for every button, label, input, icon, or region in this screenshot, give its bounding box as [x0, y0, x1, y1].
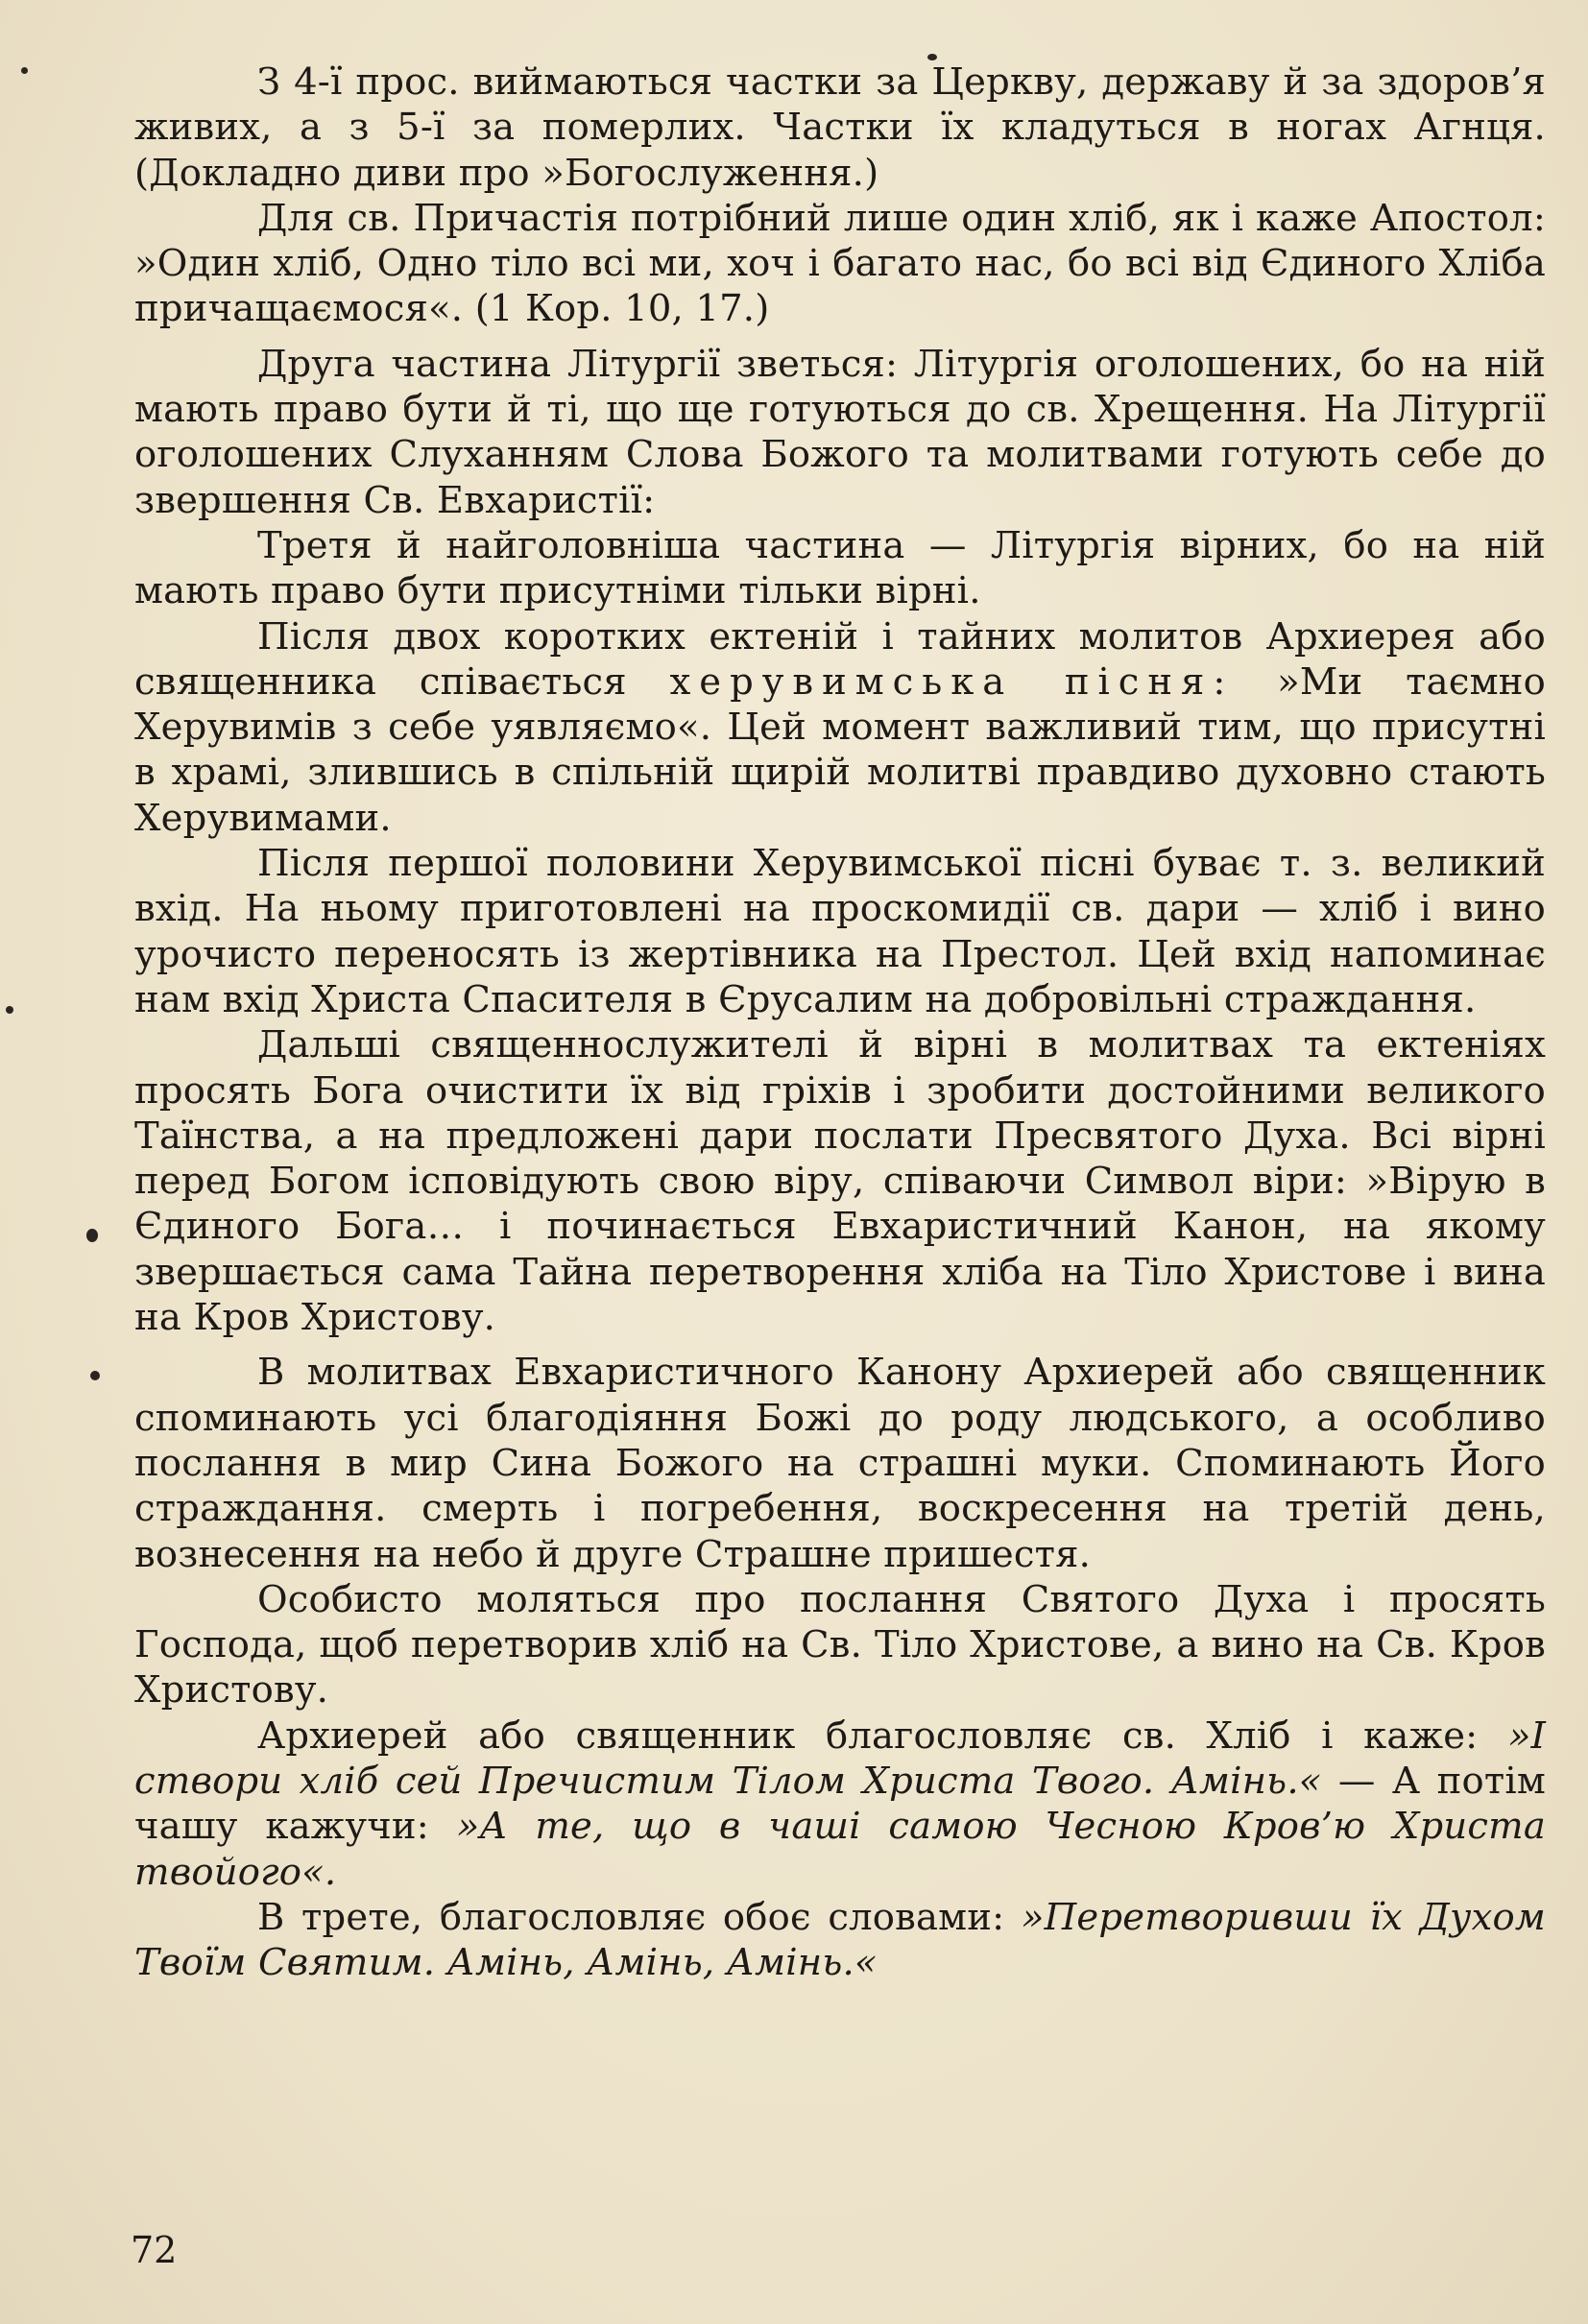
- page-number: 72: [131, 2229, 178, 2271]
- paragraph-5-rest: »Ми таємно Херувимів з себе уявляємо«. Цей момент важливий тим, що присутні в храмі, злившись в спільній щирій молитві правдиво духовно стають Херувимами.: [134, 659, 1546, 840]
- paragraph-11: [134, 1895, 1546, 1986]
- paper-speck: [21, 67, 28, 74]
- paragraph-2: Для св. Причастія потрібний лише один хліб, як і каже Апостол: »Один хліб, Одно тіло всі ми, хоч і багато нас, бо всі від Єдиного Хліба причащаємося«. (1 Кор. 10, 17.): [134, 196, 1546, 331]
- paper-speck: [927, 54, 937, 60]
- paragraph-10-lead: Архиерей або священник благословляє св. Хліб і каже:: [257, 1713, 1508, 1758]
- paragraph-10-quote-2: »А те, що в чаші самою Чесною Кров’ю Христа твойого«.: [134, 1805, 1546, 1894]
- paragraph-1: З 4-ї прос. виймаються частки за Церкву, державу й за здоров’я живих, а з 5-ї за померлих. Частки їх кладуться в ногах Агнця. (Докладно диви про »Богослуження.): [134, 60, 1546, 195]
- paper-speck: [90, 1371, 100, 1380]
- paragraph-9: Особисто моляться про послання Святого Духа і просять Господа, щоб перетворив хліб на Св. Тіло Христове, а вино на Св. Кров Христову.: [134, 1577, 1546, 1713]
- paragraph-3: Друга частина Літургії зветься: Літургія оголошених, бо на ній мають право бути й ті, що ще готуються до св. Хрещення. На Літургії оголошених Слуханням Слова Божого та молитвами готують себе до звершення Св. Евхаристії:: [134, 342, 1546, 522]
- paragraph-10-quote-1: »І створи хліб сей Пречистим Тілом Христа Твого. Амінь.«: [134, 1713, 1546, 1803]
- paragraph-4: Третя й найголовніша частина — Літургія вірних, бо на ній мають право бути присутніми тільки вірні.: [134, 523, 1546, 613]
- paragraph-7: Дальші священнослужителі й вірні в молитвах та ектеніях просять Бога очистити їх від гріхів і зробити достойними великого Таїнства, а на предложені дари послати Пресвятого Духа. Всі вірні перед Богом ісповідують свою віру, співаючи Символ віри: »Вірую в Єдиного Бога… і починається Евхаристичний Канон, на якому звершається сама Тайна перетворення хліба на Тіло Христове і вина на Кров Христову.: [134, 1023, 1546, 1340]
- paragraph-6: Після першої половини Херувимської пісні буває т. з. великий вхід. На ньому приготовлені на проскомидії св. дари — хліб і вино урочисто переносять із жертівника на Престол. Цей вхід напоминає нам вхід Христа Спасителя в Єрусалим на добровільні страждання.: [134, 842, 1546, 1021]
- page-body-text: [134, 60, 1546, 1985]
- paragraph-8: В молитвах Евхаристичного Канону Архиерей або священник споминають усі благодіяння Божі до роду людського, а особливо послання в мир Сина Божого на страшні муки. Споминають Його страждання. смерть і погребення, воскресення на третій день, вознесення на небо й друге Страшне пришестя.: [134, 1351, 1546, 1576]
- paragraph-5-spaced-term: херувимська пісня:: [669, 659, 1235, 704]
- paragraph-11-quote: »Перетворивши їх Духом Твоїм Святим. Амінь, Амінь, Амінь.«: [134, 1895, 1546, 1985]
- paper-speck: [6, 1006, 13, 1014]
- paragraph-10: [134, 1713, 1546, 1895]
- paragraph-10-mid: — А потім чашу кажучи:: [134, 1759, 1546, 1849]
- paper-speck: [86, 1229, 98, 1242]
- paragraph-5: [134, 614, 1546, 841]
- paragraph-5-lead: Після двох коротких ектеній і тайних молитов Архиерея або священника співається: [134, 614, 1546, 704]
- paragraph-11-lead: В трете, благословляє обоє словами:: [257, 1895, 1022, 1939]
